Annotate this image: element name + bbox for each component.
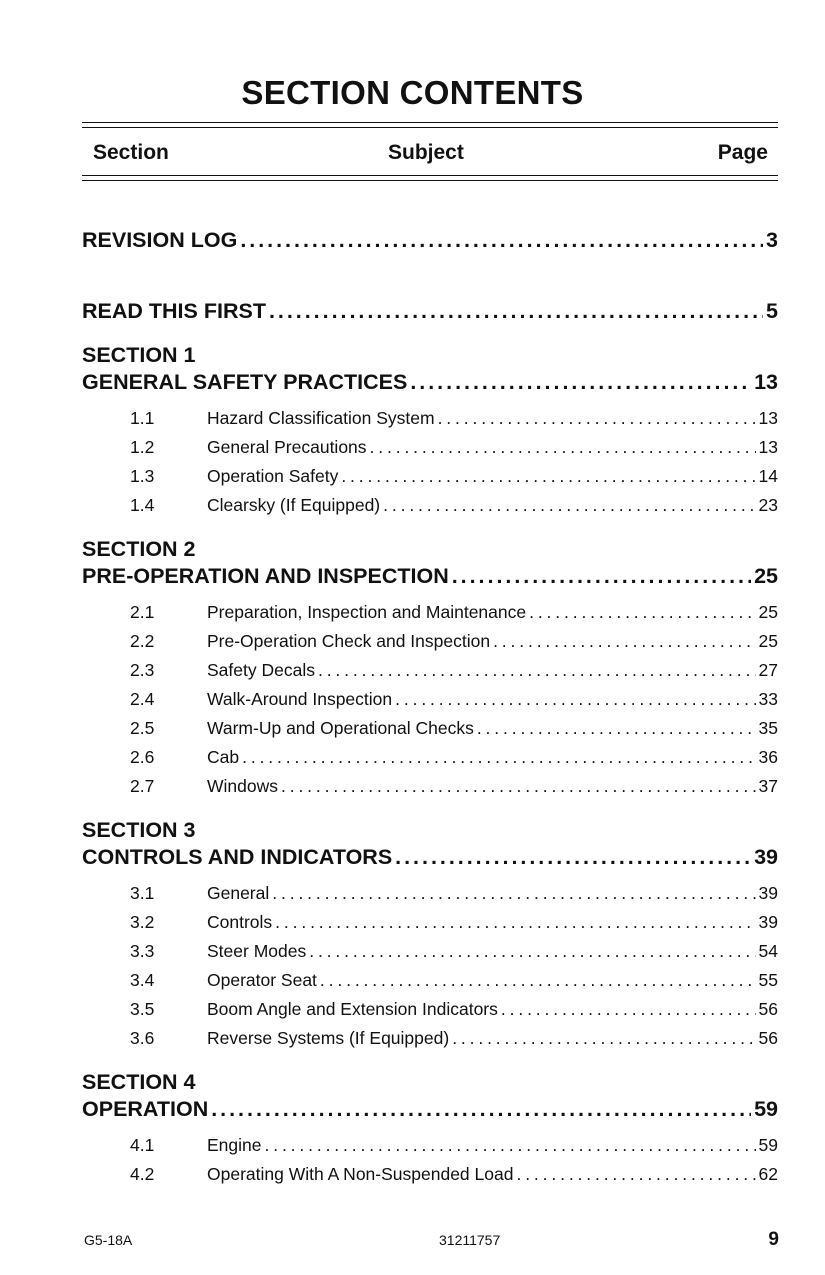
section-label: SECTION 4 bbox=[82, 1070, 196, 1094]
toc-entry-page: 39 bbox=[754, 845, 778, 869]
dot-leader bbox=[395, 845, 751, 870]
toc-item-page: 62 bbox=[758, 1164, 778, 1184]
toc-item[interactable] bbox=[130, 747, 778, 768]
toc-item[interactable] bbox=[130, 941, 778, 962]
toc-item-page: 13 bbox=[758, 408, 778, 428]
toc-item-page: 39 bbox=[758, 883, 778, 903]
toc-item-page: 33 bbox=[758, 689, 778, 709]
toc-item-page: 25 bbox=[758, 631, 778, 651]
toc-item-title: Operator Seat bbox=[207, 970, 317, 990]
toc-item-number: 3.6 bbox=[130, 1028, 155, 1048]
toc-entry-section-2[interactable] bbox=[82, 564, 778, 589]
toc-item-page: 56 bbox=[758, 1028, 778, 1048]
toc-item-number: 1.1 bbox=[130, 408, 155, 428]
dot-leader bbox=[410, 370, 751, 395]
bottom-rule-2 bbox=[82, 180, 778, 181]
toc-entry-title: PRE-OPERATION AND INSPECTION bbox=[82, 564, 449, 588]
toc-item-page: 39 bbox=[758, 912, 778, 932]
dot-leader bbox=[281, 776, 756, 797]
dot-leader bbox=[452, 1028, 755, 1049]
toc-item-title: Boom Angle and Extension Indicators bbox=[207, 999, 498, 1019]
toc-entry-section-3[interactable] bbox=[82, 845, 778, 870]
toc-item-title: Hazard Classification System bbox=[207, 408, 435, 428]
toc-entry-revision-log[interactable] bbox=[82, 228, 778, 253]
dot-leader bbox=[370, 437, 756, 458]
toc-item-number: 2.4 bbox=[130, 689, 155, 709]
dot-leader bbox=[395, 689, 755, 710]
toc-item-page: 59 bbox=[758, 1135, 778, 1155]
toc-item-title: Walk-Around Inspection bbox=[207, 689, 393, 709]
dot-leader bbox=[320, 970, 756, 991]
toc-item-title: General bbox=[207, 883, 270, 903]
toc-item-number: 2.5 bbox=[130, 718, 155, 738]
toc-item-page: 37 bbox=[758, 776, 778, 796]
toc-item-title: Preparation, Inspection and Maintenance bbox=[207, 602, 527, 622]
toc-item-title: Steer Modes bbox=[207, 941, 307, 961]
dot-leader bbox=[318, 660, 756, 681]
toc-item-title: Clearsky (If Equipped) bbox=[207, 495, 381, 515]
toc-item-page: 56 bbox=[758, 999, 778, 1019]
toc-item-page: 14 bbox=[758, 466, 778, 486]
toc-item-title: Operating With A Non-Suspended Load bbox=[207, 1164, 514, 1184]
dot-leader bbox=[269, 299, 763, 324]
toc-item-number: 3.4 bbox=[130, 970, 155, 990]
toc-item-number: 1.3 bbox=[130, 466, 155, 486]
toc-entry-title: OPERATION bbox=[82, 1097, 209, 1121]
toc-item[interactable] bbox=[130, 602, 778, 623]
header-page: Page bbox=[717, 141, 768, 164]
toc-item-title: Operation Safety bbox=[207, 466, 339, 486]
dot-leader bbox=[309, 941, 755, 962]
toc-item-title: Controls bbox=[207, 912, 273, 932]
toc-item[interactable] bbox=[130, 631, 778, 652]
top-rule-1 bbox=[82, 122, 778, 123]
toc-item-page: 55 bbox=[758, 970, 778, 990]
toc-entry-read-this-first[interactable] bbox=[82, 299, 778, 324]
toc-item-title: Reverse Systems (If Equipped) bbox=[207, 1028, 450, 1048]
section-label: SECTION 2 bbox=[82, 537, 196, 561]
toc-entry-page: 13 bbox=[754, 370, 778, 394]
toc-item[interactable] bbox=[130, 718, 778, 739]
toc-item-number: 3.1 bbox=[130, 883, 155, 903]
toc-item-title: General Precautions bbox=[207, 437, 367, 457]
toc-item-page: 27 bbox=[758, 660, 778, 680]
dot-leader bbox=[516, 1164, 755, 1185]
dot-leader bbox=[452, 564, 751, 589]
toc-item-title: Pre-Operation Check and Inspection bbox=[207, 631, 491, 651]
dot-leader bbox=[211, 1097, 751, 1122]
dot-leader bbox=[341, 466, 755, 487]
toc-item-number: 1.2 bbox=[130, 437, 155, 457]
toc-item-page: 25 bbox=[758, 602, 778, 622]
dot-leader bbox=[529, 602, 755, 623]
dot-leader bbox=[272, 883, 755, 904]
dot-leader bbox=[265, 1135, 756, 1156]
toc-entry-title: REVISION LOG bbox=[82, 228, 238, 252]
toc-item-number: 4.2 bbox=[130, 1164, 155, 1184]
toc-item-number: 2.1 bbox=[130, 602, 155, 622]
toc-item-title: Cab bbox=[207, 747, 240, 767]
toc-item[interactable] bbox=[130, 408, 778, 429]
toc-entry-title: CONTROLS AND INDICATORS bbox=[82, 845, 393, 869]
toc-item[interactable] bbox=[130, 466, 778, 487]
toc-item-number: 3.2 bbox=[130, 912, 155, 932]
dot-leader bbox=[275, 912, 755, 933]
toc-item-title: Safety Decals bbox=[207, 660, 315, 680]
toc-entry-page: 3 bbox=[766, 228, 778, 252]
toc-item-number: 2.2 bbox=[130, 631, 155, 651]
toc-item-number: 4.1 bbox=[130, 1135, 155, 1155]
toc-item-number: 2.6 bbox=[130, 747, 155, 767]
toc-item-page: 23 bbox=[758, 495, 778, 515]
toc-item[interactable] bbox=[130, 912, 778, 933]
toc-item[interactable] bbox=[130, 660, 778, 681]
toc-item[interactable] bbox=[130, 1164, 778, 1185]
dot-leader bbox=[493, 631, 755, 652]
dot-leader bbox=[383, 495, 755, 516]
section-label: SECTION 1 bbox=[82, 343, 196, 367]
toc-item[interactable] bbox=[130, 495, 778, 516]
toc-item-page: 54 bbox=[758, 941, 778, 961]
toc-item-page: 35 bbox=[758, 718, 778, 738]
footer-page-number: 9 bbox=[768, 1229, 779, 1250]
top-rule-2 bbox=[82, 127, 778, 128]
toc-entry-page: 59 bbox=[754, 1097, 778, 1121]
toc-item-page: 13 bbox=[758, 437, 778, 457]
toc-entry-section-1[interactable] bbox=[82, 370, 778, 395]
toc-item-number: 2.7 bbox=[130, 776, 155, 796]
dot-leader bbox=[477, 718, 756, 739]
toc-item-title: Engine bbox=[207, 1135, 262, 1155]
toc-item[interactable] bbox=[130, 776, 778, 797]
toc-item-number: 1.4 bbox=[130, 495, 155, 515]
toc-entry-section-4[interactable] bbox=[82, 1097, 778, 1122]
toc-item-number: 3.3 bbox=[130, 941, 155, 961]
dot-leader bbox=[438, 408, 756, 429]
bottom-rule-1 bbox=[82, 175, 778, 176]
toc-item-title: Warm-Up and Operational Checks bbox=[207, 718, 474, 738]
footer-model: G5-18A bbox=[84, 1232, 133, 1248]
dot-leader bbox=[501, 999, 756, 1020]
dot-leader bbox=[242, 747, 755, 768]
toc-item[interactable] bbox=[130, 1028, 778, 1049]
toc-item[interactable] bbox=[130, 437, 778, 458]
toc-entry-page: 5 bbox=[766, 299, 778, 323]
dot-leader bbox=[240, 228, 763, 253]
toc-item-page: 36 bbox=[758, 747, 778, 767]
toc-entry-title: GENERAL SAFETY PRACTICES bbox=[82, 370, 408, 394]
toc-item[interactable] bbox=[130, 883, 778, 904]
toc-entry-page: 25 bbox=[754, 564, 778, 588]
toc-entry-title: READ THIS FIRST bbox=[82, 299, 266, 323]
section-label: SECTION 3 bbox=[82, 818, 196, 842]
toc-item-number: 2.3 bbox=[130, 660, 155, 680]
footer-doc-number: 31211757 bbox=[439, 1232, 501, 1248]
toc-item[interactable] bbox=[130, 1135, 778, 1156]
toc-item-title: Windows bbox=[207, 776, 278, 796]
header-subject: Subject bbox=[388, 141, 464, 164]
toc-item-number: 3.5 bbox=[130, 999, 155, 1019]
toc-item[interactable] bbox=[130, 999, 778, 1020]
toc-item[interactable] bbox=[130, 689, 778, 710]
page-title: SECTION CONTENTS bbox=[241, 74, 584, 111]
header-section: Section bbox=[93, 141, 169, 164]
toc-item[interactable] bbox=[130, 970, 778, 991]
